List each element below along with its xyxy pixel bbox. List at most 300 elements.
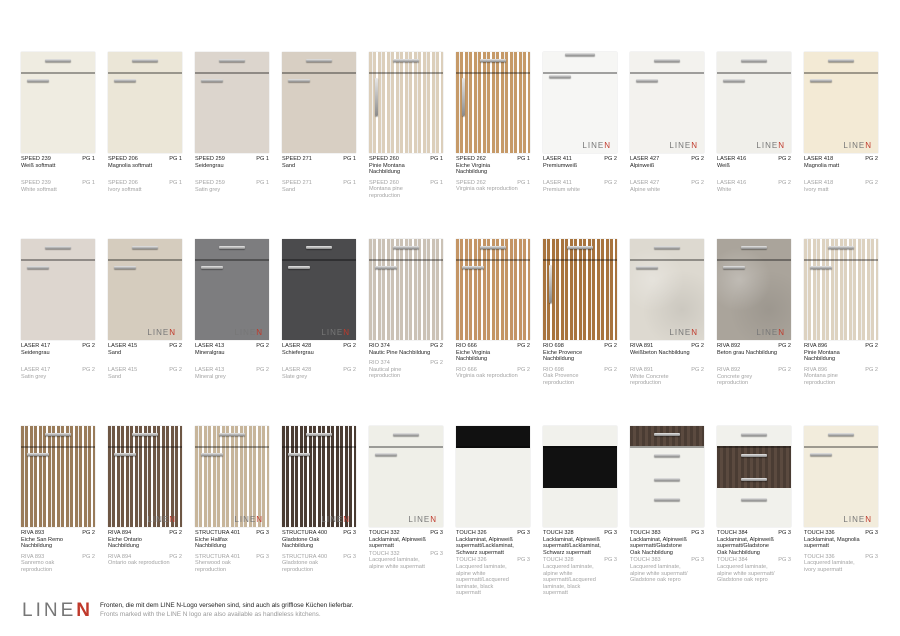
line-n-logo-mark: LINEN <box>147 328 176 337</box>
swatch-card[interactable] <box>369 52 443 200</box>
price-group: PG 2 <box>778 343 791 349</box>
label-en <box>282 180 356 193</box>
handle-icon <box>741 478 767 481</box>
label-en <box>456 180 530 193</box>
price-group-en: PG 2 <box>778 180 791 187</box>
finish-name-de: Sand <box>108 349 122 356</box>
swatch-card[interactable] <box>108 239 182 380</box>
swatch-card[interactable] <box>804 52 878 193</box>
finish-name-en: White <box>717 186 732 193</box>
handle-icon <box>462 266 484 269</box>
price-group-en: PG 3 <box>865 553 878 560</box>
swatch-card[interactable] <box>195 426 269 574</box>
swatch-card[interactable] <box>282 239 356 380</box>
swatch-image <box>369 52 443 153</box>
drawer-seam <box>456 259 530 261</box>
swatch-code: SPEED 260 <box>369 156 399 162</box>
swatch-card[interactable] <box>456 239 530 380</box>
swatch-image <box>282 426 356 527</box>
price-group: PG 2 <box>691 343 704 349</box>
handle-icon <box>288 453 310 456</box>
swatch-image <box>804 52 878 153</box>
price-group: PG 2 <box>169 530 182 536</box>
handle-icon <box>828 433 854 436</box>
drawer-seam <box>630 72 704 74</box>
handle-icon <box>114 79 136 82</box>
footer <box>22 600 882 630</box>
price-group: PG 1 <box>430 156 443 162</box>
swatch-image <box>21 52 95 153</box>
label-de <box>282 156 356 169</box>
finish-name-de: Eiche Virginia Nachbildung <box>456 162 491 176</box>
line-n-logo-mark: LINEN <box>756 328 785 337</box>
label-en <box>282 554 356 574</box>
handle-icon <box>741 246 767 249</box>
label-en <box>543 180 617 193</box>
finish-name-en: Alpine white <box>630 186 661 193</box>
label-de <box>195 530 269 550</box>
finish-name-en: Mineral grey <box>195 373 226 380</box>
swatch-code-en: LASER 418 <box>804 180 834 187</box>
price-group-en: PG 2 <box>865 366 878 373</box>
finish-name-de: Magnolia softmatt <box>108 162 153 169</box>
swatch-code: RIO 666 <box>456 343 477 349</box>
swatch-card[interactable] <box>195 239 269 380</box>
swatch-card[interactable] <box>456 52 530 193</box>
drawer-seam <box>108 72 182 74</box>
label-en <box>282 367 356 380</box>
swatch-code-en: RIO 374 <box>369 360 390 367</box>
drawer-seam <box>369 259 443 261</box>
swatch-card[interactable] <box>282 426 356 574</box>
drawer-seam <box>717 259 791 261</box>
label-en <box>21 180 95 193</box>
swatch-code-en: SPEED 262 <box>456 179 486 186</box>
handle-icon <box>288 79 310 82</box>
label-en <box>543 367 617 387</box>
swatch-card[interactable] <box>543 239 617 387</box>
price-group-en: PG 3 <box>430 550 443 557</box>
swatch-image <box>717 52 791 153</box>
swatch-image <box>630 426 704 527</box>
finish-name-de: Lacklaminat, Alpinweiß supermatt/Lacklaminat, Schwarz supermatt <box>543 536 601 556</box>
label-en <box>717 367 791 387</box>
label-de <box>21 530 95 550</box>
swatch-code: TOUCH 328 <box>543 530 574 536</box>
label-en <box>456 557 530 597</box>
finish-name-en: Nautical pine reproduction <box>369 366 402 380</box>
swatch-card[interactable] <box>369 426 443 571</box>
label-en <box>21 554 95 574</box>
price-group-en: PG 1 <box>82 180 95 187</box>
swatch-code: SPEED 259 <box>195 156 225 162</box>
price-group-en: PG 1 <box>343 180 356 187</box>
swatch-code-en: LASER 411 <box>543 180 572 187</box>
swatch-code: STRUCTURA 400 <box>282 530 328 536</box>
handle-icon <box>741 454 767 457</box>
price-group-en: PG 2 <box>169 553 182 560</box>
price-group-en: PG 1 <box>517 179 530 186</box>
label-en <box>369 551 443 571</box>
handle-icon <box>306 59 332 62</box>
swatch-card[interactable] <box>717 239 791 387</box>
drawer-seam <box>195 446 269 448</box>
label-en <box>630 367 704 387</box>
price-group-en: PG 2 <box>82 553 95 560</box>
swatch-code: TOUCH 384 <box>717 530 748 536</box>
finish-name-en: Virginia oak reproduction <box>456 373 518 380</box>
swatch-image <box>630 239 704 340</box>
handle-icon <box>480 59 506 62</box>
handle-icon <box>375 266 397 269</box>
price-group-en: PG 2 <box>517 366 530 373</box>
finish-name-en: Satin grey <box>195 186 221 193</box>
handle-icon <box>132 246 158 249</box>
drawer-seam <box>195 259 269 261</box>
swatch-code: LASER 411 <box>543 156 572 162</box>
swatch-code: RIVA 894 <box>108 530 132 536</box>
drawer-seam <box>543 72 617 74</box>
drawer-seam <box>543 446 617 448</box>
label-en <box>369 180 443 200</box>
handle-icon <box>549 75 571 78</box>
label-de <box>804 343 878 363</box>
handle-icon <box>201 79 223 82</box>
swatch-code: LASER 413 <box>195 343 225 349</box>
price-group-en: PG 2 <box>169 367 182 374</box>
line-n-logo-mark: LINEN <box>321 515 350 524</box>
swatch-card[interactable] <box>630 52 704 193</box>
swatch-card[interactable] <box>108 426 182 567</box>
swatch-image <box>369 426 443 527</box>
swatch-image <box>108 52 182 153</box>
swatch-code-en: TOUCH 332 <box>369 550 400 557</box>
swatch-card[interactable] <box>369 239 443 380</box>
oak-panel <box>630 426 704 446</box>
swatch-code-en: TOUCH 328 <box>543 557 574 564</box>
finish-name-en: White softmatt <box>21 186 57 193</box>
swatch-card[interactable] <box>456 426 530 597</box>
drawer-seam <box>456 446 530 448</box>
finish-name-en: Lacquered laminate, alpine white supermatt/ Gladstone oak repro <box>717 563 775 584</box>
swatch-image <box>108 426 182 527</box>
footer-note-en: Fronts marked with the LINE N logo are also available as handleless kitchens. <box>100 611 321 618</box>
finish-name-de: Mineralgrau <box>195 349 225 356</box>
line-n-logo-mark: LINEN <box>234 328 263 337</box>
swatch-code: LASER 428 <box>282 343 312 349</box>
label-de <box>630 156 704 169</box>
handle-icon <box>567 246 593 249</box>
drawer-seam <box>282 259 356 261</box>
drawer-seam <box>108 446 182 448</box>
price-group: PG 1 <box>169 156 182 162</box>
swatch-card[interactable] <box>717 426 791 584</box>
swatch-code: LASER 417 <box>21 343 51 349</box>
label-de <box>195 156 269 169</box>
handle-icon <box>723 266 745 269</box>
swatch-code-en: LASER 427 <box>630 180 660 187</box>
price-group: PG 1 <box>343 156 356 162</box>
price-group-en: PG 1 <box>430 179 443 186</box>
drawer-seam <box>195 72 269 74</box>
price-group-en: PG 2 <box>604 366 617 373</box>
handle-icon <box>393 246 419 249</box>
handle-icon <box>810 453 832 456</box>
drawer-seam <box>630 446 704 448</box>
price-group-en: PG 2 <box>865 180 878 187</box>
price-group-en: PG 3 <box>256 553 269 560</box>
finish-name-de: Eiche San Remo Nachbildung <box>21 536 63 550</box>
price-group-en: PG 3 <box>604 557 617 564</box>
swatch-card[interactable] <box>21 239 95 380</box>
label-en <box>456 367 530 380</box>
price-group: PG 3 <box>343 530 356 536</box>
label-de <box>282 343 356 356</box>
swatch-code: LASER 418 <box>804 156 834 162</box>
swatch-card[interactable] <box>21 52 95 193</box>
finish-name-de: Weißbeton Nachbildung <box>630 349 690 356</box>
swatch-code-en: LASER 413 <box>195 367 225 374</box>
label-en <box>543 557 617 597</box>
swatch-card[interactable] <box>804 426 878 574</box>
finish-name-de: Beton grau Nachbildung <box>717 349 778 356</box>
swatch-code: LASER 427 <box>630 156 660 162</box>
handle-icon <box>27 79 49 82</box>
handle-icon <box>654 246 680 249</box>
handle-icon <box>741 433 767 436</box>
swatch-code: TOUCH 336 <box>804 530 835 536</box>
price-group-en: PG 2 <box>778 367 791 374</box>
handle-icon <box>132 59 158 62</box>
handle-icon <box>480 246 506 249</box>
handle-icon <box>45 59 71 62</box>
swatch-code: TOUCH 332 <box>369 530 400 536</box>
price-group: PG 2 <box>82 343 95 349</box>
swatch-code: SPEED 271 <box>282 156 312 162</box>
swatch-code: STRUCTURA 401 <box>195 530 241 536</box>
price-group: PG 2 <box>778 156 791 162</box>
price-group-en: PG 2 <box>256 367 269 374</box>
price-group-en: PG 1 <box>169 180 182 187</box>
price-group: PG 3 <box>865 530 878 536</box>
drawer-seam <box>717 446 791 448</box>
price-group: PG 2 <box>604 343 617 349</box>
label-de <box>543 343 617 363</box>
price-group-en: PG 3 <box>343 553 356 560</box>
handle-icon <box>810 266 832 269</box>
swatch-card[interactable] <box>543 52 617 193</box>
label-en <box>21 367 95 380</box>
swatch-image <box>456 426 530 527</box>
handle-icon <box>549 265 552 303</box>
swatch-code-en: LASER 417 <box>21 367 51 374</box>
price-group: PG 3 <box>691 530 704 536</box>
swatch-code: RIVA 891 <box>630 343 654 349</box>
label-en <box>804 554 878 574</box>
handle-icon <box>828 59 854 62</box>
handle-icon <box>114 266 136 269</box>
swatch-image <box>195 239 269 340</box>
swatch-code-en: LASER 415 <box>108 367 138 374</box>
handle-icon <box>636 266 658 269</box>
label-en <box>195 180 269 193</box>
swatch-image <box>456 52 530 153</box>
swatch-card[interactable] <box>195 52 269 193</box>
label-de <box>21 343 95 356</box>
label-de <box>456 156 530 176</box>
price-group-en: PG 3 <box>778 557 791 564</box>
price-group: PG 3 <box>430 530 443 536</box>
swatch-code-en: STRUCTURA 400 <box>282 553 328 560</box>
swatch-code-en: STRUCTURA 401 <box>195 553 241 560</box>
handle-icon <box>654 478 680 481</box>
swatch-image <box>717 239 791 340</box>
line-n-logo-mark: LINEN <box>321 328 350 337</box>
handle-icon <box>393 59 419 62</box>
finish-name-en: Lacquered laminate, alpine white supermatt/Lacquered laminate, black supermatt <box>543 563 596 597</box>
swatch-code: LASER 415 <box>108 343 138 349</box>
price-group: PG 3 <box>604 530 617 536</box>
swatch-image <box>21 239 95 340</box>
swatch-card[interactable] <box>630 426 704 584</box>
label-de <box>804 156 878 169</box>
finish-name-en: Gladstone oak reproduction <box>282 560 319 573</box>
handle-icon <box>741 59 767 62</box>
handle-icon <box>219 433 245 436</box>
finish-name-en: White Concrete reproduction <box>630 373 669 387</box>
swatch-image <box>543 239 617 340</box>
swatch-card[interactable] <box>108 52 182 193</box>
price-group: PG 2 <box>865 343 878 349</box>
finish-name-de: Eiche Halifax Nachbildung <box>195 536 228 550</box>
drawer-seam <box>21 446 95 448</box>
drawer-seam <box>282 72 356 74</box>
finish-name-en: Lacquered laminate, alpine white supermatt/ Gladstone oak repro <box>630 563 688 584</box>
finish-name-en: Lacquered laminate, ivory supermatt <box>804 560 855 573</box>
swatch-code-en: RIO 698 <box>543 366 564 373</box>
swatch-image <box>195 426 269 527</box>
finish-name-en: Sanremo oak reproduction <box>21 560 55 573</box>
label-de <box>195 343 269 356</box>
swatch-card[interactable] <box>543 426 617 597</box>
label-de <box>108 530 182 550</box>
finish-name-de: Lacklaminat, Alpinweiß supermatt/Gladstone Oak Nachbildung <box>630 536 687 556</box>
finish-name-en: Sherwood oak reproduction <box>195 560 231 573</box>
handle-icon <box>288 266 310 269</box>
label-de <box>543 156 617 169</box>
price-group-en: PG 3 <box>517 557 530 564</box>
finish-name-de: Gladstone Oak Nachbildung <box>282 536 320 550</box>
finish-name-en: Concrete grey reproduction <box>717 373 753 387</box>
price-group: PG 2 <box>517 343 530 349</box>
finish-name-en: Lacquered laminate, alpine white supermatt/Lacquered laminate, black supermatt <box>456 563 509 597</box>
handle-icon <box>393 433 419 436</box>
swatch-card[interactable] <box>282 52 356 193</box>
price-group: PG 3 <box>778 530 791 536</box>
drawer-seam <box>282 446 356 448</box>
handle-icon <box>45 433 71 436</box>
finish-name-en: Ontario oak reproduction <box>108 560 170 567</box>
swatch-code-en: TOUCH 336 <box>804 553 835 560</box>
label-en <box>195 554 269 574</box>
handle-icon <box>810 79 832 82</box>
swatch-code: SPEED 262 <box>456 156 486 162</box>
swatch-code: RIVA 893 <box>21 530 45 536</box>
label-de <box>369 156 443 176</box>
label-de <box>282 530 356 550</box>
line-n-logo-mark: LINEN <box>147 515 176 524</box>
finish-name-de: Eiche Ontario Nachbildung <box>108 536 142 550</box>
price-group: PG 3 <box>256 530 269 536</box>
swatch-code-en: TOUCH 384 <box>717 557 748 564</box>
swatch-code-en: TOUCH 383 <box>630 557 661 564</box>
label-de <box>717 530 791 556</box>
price-group: PG 2 <box>604 156 617 162</box>
swatch-code: TOUCH 326 <box>456 530 487 536</box>
finish-name-de: Lacklaminat, Alpinweiß supermatt <box>369 536 426 550</box>
swatch-code-en: SPEED 259 <box>195 180 225 187</box>
swatch-code-en: RIVA 892 <box>717 367 741 374</box>
handle-icon <box>114 453 136 456</box>
handle-icon <box>654 433 680 436</box>
label-en <box>195 367 269 380</box>
handle-icon <box>201 453 223 456</box>
handle-icon <box>654 59 680 62</box>
swatch-code: RIO 374 <box>369 343 390 349</box>
price-group: PG 2 <box>430 343 443 349</box>
swatch-code-en: RIVA 894 <box>108 553 132 560</box>
label-de <box>108 343 182 356</box>
finish-name-de: Seidengrau <box>21 349 50 356</box>
price-group: PG 2 <box>691 156 704 162</box>
price-group: PG 1 <box>82 156 95 162</box>
swatch-image <box>717 426 791 527</box>
swatch-image <box>456 239 530 340</box>
swatch-image <box>543 52 617 153</box>
handle-icon <box>306 246 332 249</box>
price-group-en: PG 2 <box>604 180 617 187</box>
handle-icon <box>306 433 332 436</box>
line-n-logo-mark: LINEN <box>756 141 785 150</box>
footer-note-de: Fronten, die mit dem LINE N-Logo versehen sind, sind auch als grifflose Küchen lieferbar. <box>100 602 354 609</box>
swatch-card[interactable] <box>717 52 791 193</box>
price-group-en: PG 2 <box>691 367 704 374</box>
swatch-card[interactable] <box>630 239 704 387</box>
swatch-card[interactable] <box>21 426 95 574</box>
swatch-image <box>543 426 617 527</box>
drawer-seam <box>369 446 443 448</box>
handle-icon <box>723 79 745 82</box>
swatch-code: RIO 698 <box>543 343 564 349</box>
line-n-logo-mark: LINEN <box>669 328 698 337</box>
price-group-en: PG 2 <box>343 367 356 374</box>
swatch-image <box>282 239 356 340</box>
price-group: PG 2 <box>82 530 95 536</box>
line-n-logo-mark: LINEN <box>234 515 263 524</box>
handle-icon <box>132 433 158 436</box>
swatch-image <box>804 426 878 527</box>
line-n-logo-mark: LINEN <box>408 515 437 524</box>
swatch-code: LASER 416 <box>717 156 747 162</box>
swatch-card[interactable] <box>804 239 878 387</box>
line-n-logo-mark: LINEN <box>669 141 698 150</box>
line-n-logo-mark: LINEN <box>843 515 872 524</box>
oak-panel <box>717 446 791 488</box>
label-de <box>369 343 443 356</box>
label-de <box>630 530 704 556</box>
finish-name-de: Sand <box>282 162 296 169</box>
label-de <box>108 156 182 169</box>
